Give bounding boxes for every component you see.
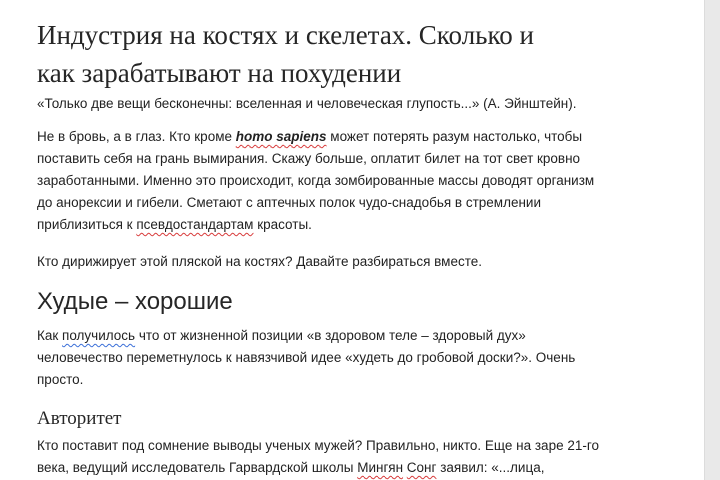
paragraph-question: Кто дирижирует этой пляской на костях? Давайте разбираться вместе. [37, 254, 482, 269]
para3-line1-after: что от жизненной позиции «в здоровом теле – здоровый дух» [135, 328, 526, 343]
title-line-1: Индустрия на костях и скелетах. Сколько и [37, 20, 534, 50]
para1-line2: поставить себя на грань вымирания. Скажу больше, оплатит билет на тот свет кровно [37, 151, 581, 166]
para1-line1-after: может потерять разум настолько, чтобы [326, 129, 583, 144]
heading-authority: Авторитет [37, 408, 122, 429]
paragraph-intro [37, 126, 677, 236]
homo-sapiens-emphasis: homo sapiens [235, 129, 327, 144]
para4-line2-after: заявил: «...лица, [436, 460, 545, 475]
title-line-2: как зарабатывают на похудении [37, 58, 402, 88]
para1-line3: заработанными. Именно это происходит, когда зомбированные массы доводят организм [37, 173, 595, 188]
document-title [37, 16, 677, 92]
para3-line3: просто. [37, 372, 84, 387]
spelling-flag-mingyan[interactable]: Мингян [357, 460, 404, 475]
para1-line1-before: Не в бровь, а в глаз. Кто кроме [37, 129, 236, 144]
para3-line2: человечество переметнулось к навязчивой идее «худеть до гробовой доски?». Очень [37, 350, 576, 365]
epigraph-quote: «Только две вещи бесконечны: вселенная и человеческая глупость...» (А. Эйнштейн). [37, 96, 577, 111]
para1-line5-after: красоты. [253, 217, 312, 232]
spelling-flag-pseudostandards[interactable]: псевдостандартам [136, 217, 254, 232]
para4-line2-before: века, ведущий исследователь Гарвардской школы [37, 460, 358, 475]
para4-line1: Кто поставит под сомнение выводы ученых мужей? Правильно, никто. Еще на заре 21-го [37, 438, 599, 453]
grammar-flag-poluchilos[interactable]: получилось [62, 328, 136, 343]
heading-thin-good: Худые – хорошие [37, 288, 233, 315]
vertical-scrollbar[interactable] [704, 0, 720, 480]
para1-line5-before: приблизиться к [37, 217, 137, 232]
para3-line1-before: Как [37, 328, 63, 343]
paragraph-authority [37, 435, 677, 479]
para1-line4: до анорексии и гибели. Сметают с аптечных полок чудо-снадобья в стремлении [37, 195, 542, 210]
paragraph-how [37, 325, 677, 391]
spelling-flag-song[interactable]: Сонг [406, 460, 437, 475]
